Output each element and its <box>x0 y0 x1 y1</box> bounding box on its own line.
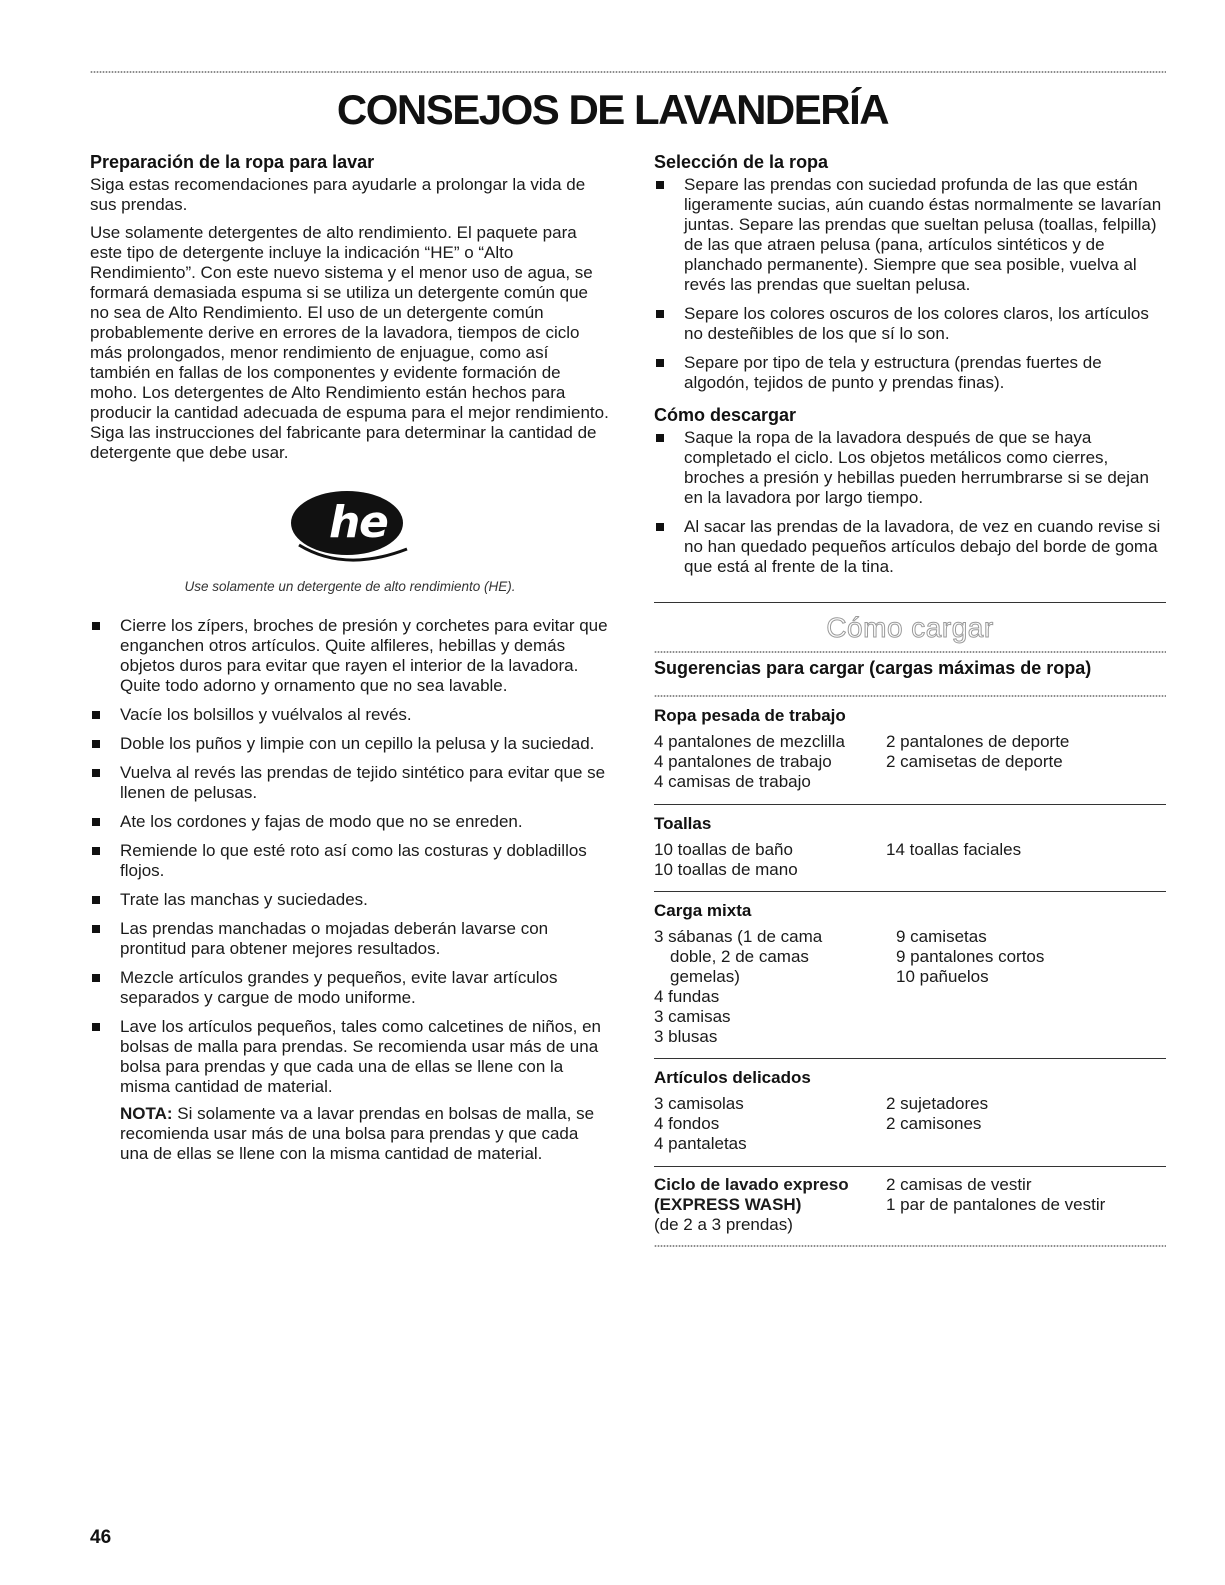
list-item: Cierre los zípers, broches de presión y corchetes para evitar que enganchen otros artículos. Quite alfileres, hebillas y demás objetos duros para evitar que rayen el interior de la lavadora. Quite todo adorno y ornamento que no sea lavable. <box>90 616 610 696</box>
load-express-wash <box>654 1175 1166 1235</box>
list-item: Separe las prendas con suciedad profunda de las que están ligeramente sucias, aún cuando éstas normalmente se lavarían juntas. Separe las prendas que sueltan pelusa (toallas, felpilla) de las que atraen pelusa (pana, artículos sintéticos y de planchado permanente). Siempre que sea posible, vuelva al revés las prendas que sueltan pelusa. <box>654 175 1166 295</box>
list-item: Saque la ropa de la lavadora después de que se haya completado el ciclo. Los objetos metálicos como cierres, broches a presión y hebillas pueden herrumbrarse si se dejan en la lavadora por largo tiempo. <box>654 428 1166 508</box>
unloading-bullet-list <box>654 428 1166 577</box>
load-towels-heading: Toallas <box>654 814 712 833</box>
list-item: Doble los puños y limpie con un cepillo la pelusa y la suciedad. <box>90 734 610 754</box>
load-item: 3 blusas <box>654 1027 718 1046</box>
load-item: 2 pantalones de deporte <box>886 732 1070 751</box>
load-mixed-heading: Carga mixta <box>654 901 752 920</box>
list-item: Al sacar las prendas de la lavadora, de vez en cuando revise si no han quedado pequeños artículos debajo del borde de goma que está al frente de la tina. <box>654 517 1166 577</box>
load-item: 3 camisolas <box>654 1094 744 1113</box>
load-item: 10 pañuelos <box>896 967 989 986</box>
load-divider <box>654 891 1166 892</box>
load-towels <box>654 814 1166 880</box>
loading-subtitle-rule <box>654 694 1166 698</box>
note-paragraph <box>90 1104 610 1164</box>
page-title: CONSEJOS DE LAVANDERÍA <box>336 86 889 133</box>
load-item: 4 pantaletas <box>654 1134 747 1153</box>
top-dotted-rule <box>90 70 1166 74</box>
load-item: 4 pantalones de trabajo <box>654 752 832 771</box>
load-item: 3 sábanas (1 de cama <box>654 927 823 946</box>
express-item-count: (de 2 a 3 prendas) <box>654 1215 793 1234</box>
load-item: 14 toallas faciales <box>886 840 1022 859</box>
load-delicates-heading: Artículos delicados <box>654 1068 811 1087</box>
list-item: Trate las manchas y suciedades. <box>90 890 610 910</box>
load-item: 4 fundas <box>654 987 720 1006</box>
load-item: doble, 2 de camas <box>670 947 809 966</box>
svg-text:h: h <box>329 497 361 548</box>
loading-top-rule <box>654 602 1166 603</box>
page-number: 46 <box>90 1527 112 1548</box>
list-item: Lave los artículos pequeños, tales como calcetines de niños, en bolsas de malla para prendas. Se recomienda usar más de una bolsa para prendas y que cada una de ellas se llene con la misma cantidad de material. <box>90 1017 610 1097</box>
load-divider <box>654 1058 1166 1059</box>
loading-title: Cómo cargar <box>826 612 994 643</box>
load-item: 2 camisones <box>886 1114 982 1133</box>
right-column <box>654 152 1166 586</box>
sorting-heading: Selección de la ropa <box>654 152 829 172</box>
load-item: 1 par de pantalones de vestir <box>886 1195 1106 1214</box>
he-logo-icon <box>285 487 415 567</box>
note-text: Si solamente va a lavar prendas en bolsas de malla, se recomienda usar más de una bolsa para prendas y que cada una de ellas se llene con la misma cantidad de material. <box>120 1104 595 1163</box>
load-item: 2 camisas de vestir <box>886 1175 1032 1194</box>
load-work-clothes <box>654 706 1166 792</box>
loading-title-rule <box>654 650 1166 654</box>
preparation-intro: Siga estas recomendaciones para ayudarle a prolongar la vida de sus prendas. <box>90 175 586 214</box>
load-item: 4 camisas de trabajo <box>654 772 811 791</box>
list-item: Separe por tipo de tela y estructura (prendas fuertes de algodón, tejidos de punto y prendas finas). <box>654 353 1166 393</box>
svg-text:e: e <box>359 497 389 548</box>
load-item: 4 fondos <box>654 1114 720 1133</box>
list-item: Las prendas manchadas o mojadas deberán lavarse con prontitud para obtener mejores resultados. <box>90 919 610 959</box>
load-divider <box>654 1166 1166 1167</box>
left-column <box>90 152 610 1172</box>
list-item: Remiende lo que esté roto así como las costuras y dobladillos flojos. <box>90 841 610 881</box>
load-item: 2 camisetas de deporte <box>886 752 1063 771</box>
express-label: Ciclo de lavado expreso <box>654 1175 849 1194</box>
load-work-heading: Ropa pesada de trabajo <box>654 706 846 725</box>
preparation-bullet-list <box>90 616 610 1097</box>
list-item: Vuelva al revés las prendas de tejido sintético para evitar que se llenen de pelusas. <box>90 763 610 803</box>
load-divider <box>654 804 1166 805</box>
sorting-bullet-list <box>654 175 1166 393</box>
load-item: gemelas) <box>670 967 740 986</box>
load-item: 4 pantalones de mezclilla <box>654 732 845 751</box>
loading-subtitle: Sugerencias para cargar (cargas máximas de ropa) <box>654 658 1092 678</box>
load-item: 10 toallas de mano <box>654 860 798 879</box>
unloading-heading: Cómo descargar <box>654 405 797 425</box>
load-mixed <box>654 901 1166 1047</box>
detergent-paragraph: Use solamente detergentes de alto rendimiento. El paquete para este tipo de detergente incluye la indicación “HE” o “Alto Rendimiento”. Con este nuevo sistema y el menor uso de agua, se formará demasiada espuma si se utiliza un detergente común que no sea de Alto Rendimiento. El uso de un detergente común probablemente derive en errores de la lavadora, tiempos de ciclo más prolongados, menor rendimiento de enjuague, como así también en fallas de los componentes y evidente formación de moho. Los detergentes de Alto Rendimiento están hechos para producir la cantidad adecuada de espuma para el mejor rendimiento. Siga las instrucciones del fabricante para determinar la cantidad de detergente que debe usar. <box>90 223 609 462</box>
load-item: 10 toallas de baño <box>654 840 793 859</box>
load-delicates <box>654 1068 1166 1154</box>
list-item: Mezcle artículos grandes y pequeños, evite lavar artículos separados y cargue de modo uniforme. <box>90 968 610 1008</box>
preparation-heading: Preparación de la ropa para lavar <box>90 152 375 172</box>
list-item: Separe los colores oscuros de los colores claros, los artículos no desteñibles de los que sí lo son. <box>654 304 1166 344</box>
load-item: 3 camisas <box>654 1007 731 1026</box>
note-label: NOTA: <box>120 1104 173 1123</box>
list-item: Vacíe los bolsillos y vuélvalos al revés. <box>90 705 610 725</box>
list-item: Ate los cordones y fajas de modo que no se enreden. <box>90 812 610 832</box>
loading-bottom-rule <box>654 1244 1166 1248</box>
express-label-en: (EXPRESS WASH) <box>654 1195 802 1214</box>
load-item: 9 camisetas <box>896 927 987 946</box>
load-item: 9 pantalones cortos <box>896 947 1045 966</box>
he-logo-caption: Use solamente un detergente de alto rendimiento (HE). <box>184 579 516 594</box>
load-item: 2 sujetadores <box>886 1094 989 1113</box>
